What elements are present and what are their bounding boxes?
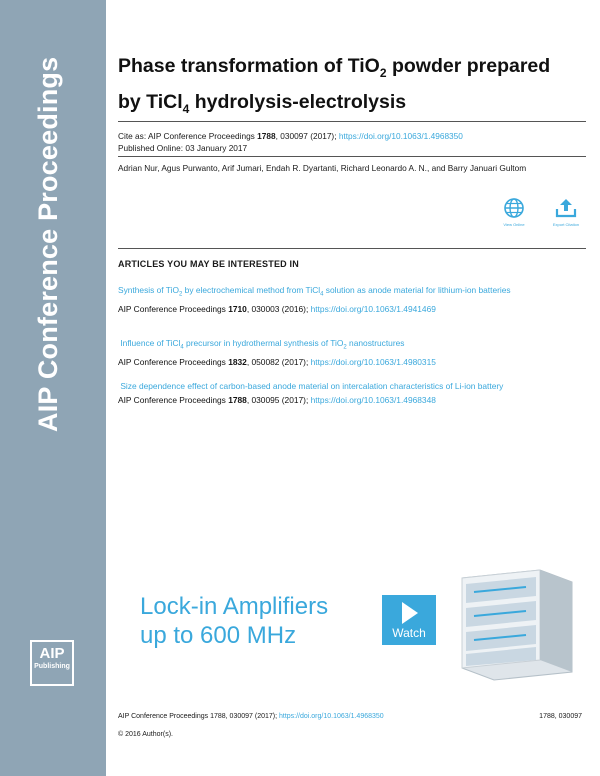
- related-article: [118, 380, 583, 406]
- instrument-rack-image: [456, 568, 576, 682]
- view-online-label: View Online: [503, 222, 525, 227]
- related-article: [118, 337, 583, 368]
- export-icon: [554, 197, 578, 219]
- page-number: 1788, 030097: [539, 713, 582, 720]
- journal-sidebar: [0, 0, 106, 776]
- related-article-ref: AIP Conference Proceedings 1788, 030095 (2017); https://doi.org/10.1063/1.4968348: [118, 395, 436, 405]
- paper-title: Phase transformation of TiO$_2$ powder prepared by TiCl$_4$ hydrolysis-electrolysis: [118, 55, 551, 116]
- related-article-title[interactable]: Influence of TiCl$_4$ precursor in hydrothermal synthesis of TiO$_2$ nanostructures: [120, 338, 405, 351]
- aip-publishing-logo[interactable]: [30, 640, 74, 686]
- advertisement-banner[interactable]: [126, 566, 576, 684]
- doi-link[interactable]: https://doi.org/10.1063/1.4968348: [310, 395, 436, 405]
- related-article-ref: AIP Conference Proceedings 1832, 050082 (2017); https://doi.org/10.1063/1.4980315: [118, 356, 436, 367]
- globe-icon: [503, 197, 525, 219]
- divider: [118, 248, 586, 249]
- doi-link[interactable]: https://doi.org/10.1063/1.4968350: [338, 131, 463, 141]
- related-article-title[interactable]: Size dependence effect of carbon-based anode material on intercalation characteristics of Li-ion battery: [120, 381, 504, 391]
- related-article: [118, 284, 583, 315]
- export-citation-button[interactable]: [546, 197, 586, 227]
- export-citation-label: Export Citation: [552, 222, 580, 227]
- copyright: © 2016 Author(s).: [118, 731, 173, 738]
- citation-info: Cite as: AIP Conference Proceedings 1788, 030097 (2017); https://doi.org/10.1063/1.4968350 Published Online: 03 January 2017: [118, 131, 463, 153]
- related-articles-heading: ARTICLES YOU MAY BE INTERESTED IN: [118, 259, 299, 269]
- logo-text-aip: AIP: [39, 645, 65, 662]
- doi-link[interactable]: https://doi.org/10.1063/1.4941469: [310, 303, 436, 314]
- related-article-ref: AIP Conference Proceedings 1710, 030003 (2016); https://doi.org/10.1063/1.4941469: [118, 303, 436, 314]
- ad-headline: Lock-in Amplifiers up to 600 MHz: [140, 593, 329, 649]
- author-list: Adrian Nur, Agus Purwanto, Arif Jumari, Endah R. Dyartanti, Richard Leonardo A. N., and Barry Januari Gultom: [118, 163, 527, 173]
- page-footer: AIP Conference Proceedings 1788, 030097 (2017); https://doi.org/10.1063/1.4968350 1788, 030097: [118, 713, 582, 720]
- view-online-button[interactable]: [494, 197, 534, 227]
- play-icon: [402, 602, 418, 624]
- published-date: Published Online: 03 January 2017: [118, 143, 248, 153]
- watch-button[interactable]: Watch: [382, 595, 436, 645]
- divider: [118, 156, 586, 157]
- doi-link[interactable]: https://doi.org/10.1063/1.4968350: [278, 713, 384, 720]
- divider: [118, 121, 586, 122]
- related-article-title[interactable]: Synthesis of TiO$_2$ by electrochemical method from TiCl$_4$ solution as anode material for lithium-ion batteries: [118, 285, 511, 298]
- logo-text-publishing: Publishing: [34, 663, 70, 670]
- doi-link[interactable]: https://doi.org/10.1063/1.4980315: [310, 356, 436, 367]
- journal-title-vertical: AIP Conference Proceedings: [33, 56, 63, 432]
